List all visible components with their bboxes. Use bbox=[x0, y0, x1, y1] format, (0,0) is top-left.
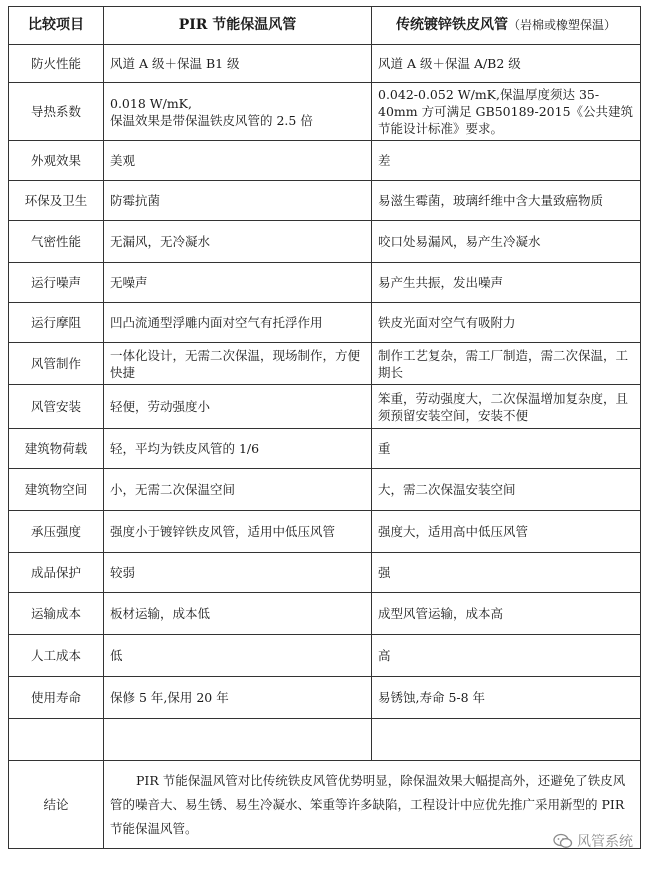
blank-cell bbox=[9, 719, 104, 761]
item: 风管安装 bbox=[9, 385, 104, 429]
table-row bbox=[9, 469, 641, 511]
traditional-value: 重 bbox=[372, 429, 641, 469]
conclusion-label: 结论 bbox=[9, 761, 104, 849]
table-row bbox=[9, 553, 641, 593]
pir-value: 轻便，劳动强度小 bbox=[104, 385, 372, 429]
table-row bbox=[9, 181, 641, 221]
blank-cell bbox=[372, 719, 641, 761]
table-row bbox=[9, 343, 641, 385]
table-row bbox=[9, 593, 641, 635]
traditional-value: 大，需二次保温安装空间 bbox=[372, 469, 641, 511]
comparison-table bbox=[8, 6, 641, 849]
table-row bbox=[9, 263, 641, 303]
table-row bbox=[9, 635, 641, 677]
item: 建筑物荷载 bbox=[9, 429, 104, 469]
pir-value: 板材运输，成本低 bbox=[104, 593, 372, 635]
conclusion-row bbox=[9, 761, 641, 849]
item: 承压强度 bbox=[9, 511, 104, 553]
table-row bbox=[9, 429, 641, 469]
traditional-value: 强 bbox=[372, 553, 641, 593]
traditional-value: 咬口处易漏风，易产生冷凝水 bbox=[372, 221, 641, 263]
item: 环保及卫生 bbox=[9, 181, 104, 221]
pir-value: 较弱 bbox=[104, 553, 372, 593]
table-row bbox=[9, 677, 641, 719]
traditional-value: 笨重，劳动强度大，二次保温增加复杂度，且须预留安装空间，安装不便 bbox=[372, 385, 641, 429]
traditional-value: 0.042-0.052 W/mK,保温厚度须达 35-40mm 方可满足 GB50189-2015《公共建筑节能设计标准》要求。 bbox=[372, 83, 641, 141]
header-traditional: 传统镀锌铁皮风管（岩棉或橡塑保温） bbox=[372, 7, 641, 45]
traditional-value: 制作工艺复杂，需工厂制造，需二次保温，工期长 bbox=[372, 343, 641, 385]
blank-row bbox=[9, 719, 641, 761]
traditional-value: 易产生共振，发出噪声 bbox=[372, 263, 641, 303]
item: 外观效果 bbox=[9, 141, 104, 181]
traditional-value: 易滋生霉菌，玻璃纤维中含大量致癌物质 bbox=[372, 181, 641, 221]
pir-value: 防霉抗菌 bbox=[104, 181, 372, 221]
table-row bbox=[9, 303, 641, 343]
table-row bbox=[9, 45, 641, 83]
traditional-value: 风道 A 级＋保温 A/B2 级 bbox=[372, 45, 641, 83]
pir-value: 0.018 W/mK, 保温效果是带保温铁皮风管的 2.5 倍 bbox=[104, 83, 372, 141]
traditional-value: 高 bbox=[372, 635, 641, 677]
pir-value: 无漏风，无冷凝水 bbox=[104, 221, 372, 263]
pir-value: 凹凸流通型浮雕内面对空气有托浮作用 bbox=[104, 303, 372, 343]
item: 运行噪声 bbox=[9, 263, 104, 303]
table-row bbox=[9, 385, 641, 429]
item: 气密性能 bbox=[9, 221, 104, 263]
table-row bbox=[9, 221, 641, 263]
item: 成品保护 bbox=[9, 553, 104, 593]
pir-value: 保修 5 年,保用 20 年 bbox=[104, 677, 372, 719]
pir-value: 轻，平均为铁皮风管的 1/6 bbox=[104, 429, 372, 469]
traditional-value: 成型风管运输，成本高 bbox=[372, 593, 641, 635]
blank-cell bbox=[104, 719, 372, 761]
item: 风管制作 bbox=[9, 343, 104, 385]
pir-value: 一体化设计，无需二次保温，现场制作，方便快捷 bbox=[104, 343, 372, 385]
pir-value: 无噪声 bbox=[104, 263, 372, 303]
item: 运输成本 bbox=[9, 593, 104, 635]
watermark bbox=[553, 831, 633, 851]
watermark-text: 风管系统 bbox=[577, 834, 633, 850]
header-row bbox=[9, 7, 641, 45]
traditional-value: 铁皮光面对空气有吸附力 bbox=[372, 303, 641, 343]
pir-value: 风道 A 级＋保温 B1 级 bbox=[104, 45, 372, 83]
pir-value: 强度小于镀锌铁皮风管，适用中低压风管 bbox=[104, 511, 372, 553]
item: 人工成本 bbox=[9, 635, 104, 677]
item: 使用寿命 bbox=[9, 677, 104, 719]
item: 导热系数 bbox=[9, 83, 104, 141]
traditional-value: 强度大，适用高中低压风管 bbox=[372, 511, 641, 553]
header-item: 比较项目 bbox=[9, 7, 104, 45]
pir-value: 低 bbox=[104, 635, 372, 677]
item: 建筑物空间 bbox=[9, 469, 104, 511]
table-row bbox=[9, 511, 641, 553]
conclusion-text: PIR 节能保温风管对比传统铁皮风管优势明显，除保温效果大幅提高外，还避免了铁皮风管的噪音大、易生锈、易生冷凝水、笨重等许多缺陷，工程设计中应优先推广采用新型的 PIR 节能保温风管。 bbox=[104, 761, 641, 849]
pir-value: 美观 bbox=[104, 141, 372, 181]
wechat-icon bbox=[553, 833, 573, 849]
table-row bbox=[9, 83, 641, 141]
header-pir: PIR 节能保温风管 bbox=[104, 7, 372, 45]
item: 防火性能 bbox=[9, 45, 104, 83]
pir-value: 小，无需二次保温空间 bbox=[104, 469, 372, 511]
traditional-value: 易锈蚀,寿命 5-8 年 bbox=[372, 677, 641, 719]
table-row bbox=[9, 141, 641, 181]
item: 运行摩阻 bbox=[9, 303, 104, 343]
traditional-value: 差 bbox=[372, 141, 641, 181]
